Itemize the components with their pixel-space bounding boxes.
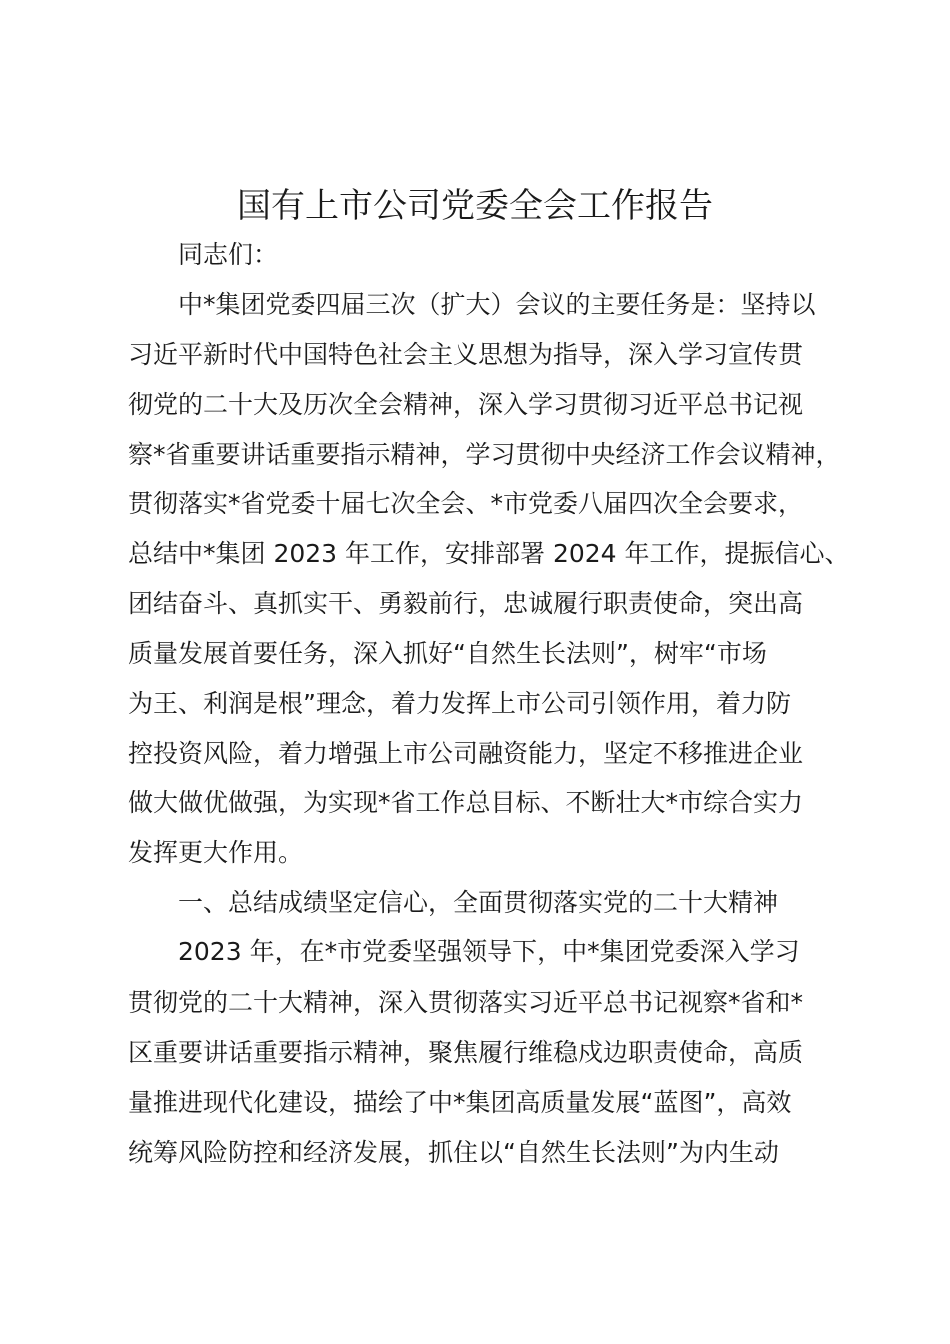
paragraph-line: 彻党的二十大及历次全会精神，深入学习贯彻习近平总书记视 [128, 390, 804, 419]
paragraph-line: 统筹风险防控和经济发展，抓住以“自然生长法则”为内生动 [128, 1138, 779, 1167]
paragraph-line: 贯彻党的二十大精神，深入贯彻落实习近平总书记视察*省和* [128, 988, 804, 1017]
section-heading: 一、总结成绩坚定信心，全面贯彻落实党的二十大精神 [178, 888, 779, 917]
paragraph-line: 2023 年，在*市党委坚强领导下，中*集团党委深入学习 [178, 937, 800, 966]
paragraph-line: 为王、利润是根”理念，着力发挥上市公司引领作用，着力防 [128, 689, 791, 718]
paragraph-line: 质量发展首要任务，深入抓好“自然生长法则”，树牢“市场 [128, 639, 767, 668]
paragraph-line: 控投资风险，着力增强上市公司融资能力，坚定不移推进企业 [128, 739, 804, 768]
paragraph-line: 区重要讲话重要指示精神，聚焦履行维稳戍边职责使命，高质 [128, 1038, 804, 1067]
paragraph-line: 总结中*集团 2023 年工作，安排部署 2024 年工作，提振信心、 [128, 539, 850, 568]
salutation: 同志们： [178, 240, 279, 269]
paragraph-line: 量推进现代化建设，描绘了中*集团高质量发展“蓝图”，高效 [128, 1088, 792, 1117]
paragraph-line: 察*省重要讲话重要指示精神，学习贯彻中央经济工作会议精神， [128, 440, 841, 469]
paragraph-line: 团结奋斗、真抓实干、勇毅前行，忠诚履行职责使命，突出高 [128, 589, 804, 618]
document-title: 国有上市公司党委全会工作报告 [237, 186, 713, 226]
paragraph-line: 习近平新时代中国特色社会主义思想为指导，深入学习宣传贯 [128, 340, 804, 369]
paragraph-line: 中*集团党委四届三次（扩大）会议的主要任务是：坚持以 [178, 290, 816, 319]
paragraph-line: 做大做优做强，为实现*省工作总目标、不断壮大*市综合实力 [128, 788, 804, 817]
paragraph-line: 发挥更大作用。 [128, 838, 304, 867]
paragraph-line: 贯彻落实*省党委十届七次全会、*市党委八届四次全会要求， [128, 489, 804, 518]
